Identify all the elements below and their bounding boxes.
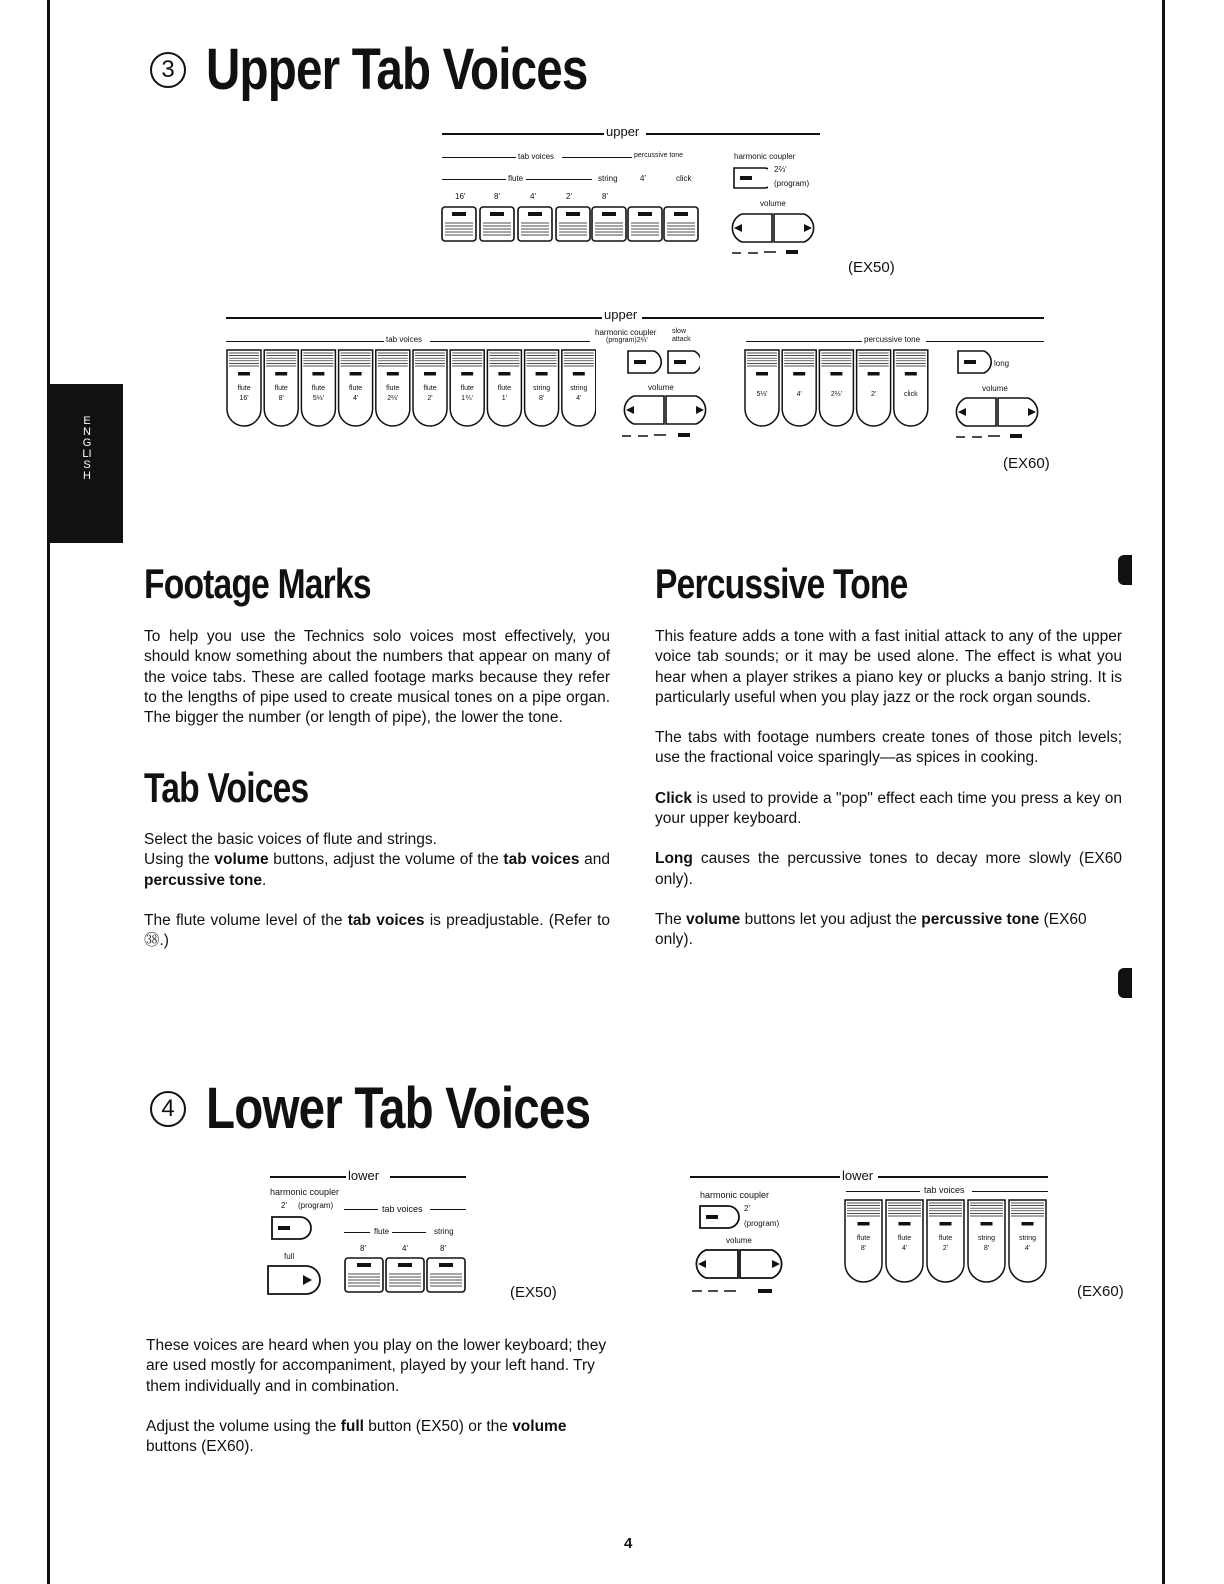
hc-value-label: 2⅔' [774, 165, 787, 174]
harmonic-coupler-label: harmonic coupler [595, 328, 657, 337]
model-caption: (EX50) [510, 1284, 557, 1301]
long-label: long [994, 359, 1010, 368]
footage-label: 8' [494, 192, 500, 201]
tab-label: flute 4' [348, 385, 363, 402]
percussive-tone-p2: The tabs with footage numbers create tones of those pitch levels; use the fractional voice sparingly—as spices in cooking. [655, 729, 1122, 767]
percussive-tab-labels [744, 348, 936, 428]
lower-tab-voices-text: These voices are heard when you play on the lower keyboard; they are used mostly for accompaniment, played by your left hand. Try them individually and in combination. Adjust the volume using the full button (EX50) or the volume buttons (EX60). [146, 1336, 612, 1477]
tab-voices-title: Tab Voices [144, 764, 309, 811]
string-label: string [598, 174, 618, 183]
tab-voices-label: tab voices [382, 1204, 423, 1214]
volume-buttons[interactable] [616, 394, 716, 444]
percussive-tone-p1: This feature adds a tone with a fast initial attack to any of the upper voice tab sounds; or it may be used alone. The effect is what you hear when a player strikes a piano key or plucks a banjo string. It is particularly useful when you play jazz or the rock organ sounds. [655, 628, 1122, 706]
harmonic-coupler-label: harmonic coupler [700, 1190, 770, 1200]
footage-label: 16' [455, 192, 466, 201]
ex60-lower-tab-labels [844, 1198, 1050, 1284]
long-button[interactable] [954, 348, 994, 378]
upper-label: upper [604, 307, 638, 322]
language-label: ENGLISH [82, 415, 92, 482]
flute-label: flute [508, 174, 524, 183]
hc-value-label: 2' [744, 1204, 750, 1213]
percussive-tone-title: Percussive Tone [655, 560, 908, 607]
volume-buttons[interactable] [724, 212, 824, 260]
lower-text-p1: These voices are heard when you play on the lower keyboard; they are used mostly for accompaniment, played by your left hand. Try them individually and in combination. [146, 1337, 607, 1395]
tab-label: 2⅔' [830, 391, 842, 398]
footage-label: 8' [602, 192, 608, 201]
tab-voices-label: tab voices [924, 1185, 965, 1195]
section-title: Lower Tab Voices [206, 1076, 591, 1141]
program-label: (program) [298, 1201, 334, 1210]
harmonic-coupler-button[interactable] [698, 1204, 740, 1232]
section-number: 3 [150, 52, 186, 88]
lower-label: lower [842, 1168, 874, 1183]
tab-label: flute 8' [274, 385, 288, 402]
tab-label: string 8' [533, 385, 551, 402]
model-caption: (EX60) [1003, 455, 1050, 472]
section-3-heading [150, 36, 671, 103]
footage-marks-text [144, 627, 610, 748]
tab-label: string 4' [570, 385, 588, 402]
program-label: (program)2⅔' [606, 337, 648, 344]
tab-label: flute 2' [938, 1235, 953, 1252]
harmonic-coupler-label: harmonic coupler [734, 152, 796, 161]
tab-label: flute 16' [237, 385, 251, 402]
flute-label: flute [374, 1227, 390, 1236]
tab-label: flute 4' [897, 1235, 912, 1252]
volume-buttons[interactable] [688, 1248, 794, 1300]
ex50-upper-tab-row [440, 205, 702, 245]
percussive-tone-label: percussive tone [864, 335, 921, 344]
tab-label: 4' [796, 391, 802, 398]
ex60-upper-tab-labels [226, 348, 596, 428]
lower-label: lower [348, 1168, 380, 1183]
footage-marks-paragraph: To help you use the Technics solo voices most effectively, you should know something about the numbers that appear on many of the voice tabs. These are called footage marks because they refer to the lengths of pipe used to create musical tones on a pipe organ. The bigger the number (or length of pipe), the lower the tone. [144, 628, 610, 727]
click-label: click [676, 174, 692, 183]
tab-voices-p1: Select the basic voices of flute and strings. [144, 831, 437, 848]
tab-voices-text: Select the basic voices of flute and strings. Using the volume buttons, adjust the volume of the tab voices and percussive tone. The flute volume level of the tab voices is preadjustable. (Refer to ㊳.) [144, 831, 611, 950]
percussive-tone-label: percussive tone [634, 152, 684, 159]
volume-label: volume [760, 199, 786, 208]
language-side-tab [50, 384, 123, 543]
edge-mark [1118, 968, 1132, 998]
page-frame-right [1162, 0, 1165, 1584]
full-label: full [284, 1252, 295, 1261]
tab-label: flute 2⅔' [386, 385, 400, 402]
tab-label: flute 8' [856, 1235, 871, 1252]
volume-label: volume [648, 383, 674, 392]
footage-label: 8' [440, 1244, 446, 1253]
program-label: (program) [744, 1219, 780, 1228]
footage-label: 2' [566, 192, 572, 201]
perc-4-label: 4' [640, 174, 646, 183]
harmonic-coupler-label: harmonic coupler [270, 1187, 340, 1197]
ex50-lower-tab-row [342, 1256, 468, 1296]
volume-label: volume [982, 384, 1008, 393]
page-frame-left [47, 0, 50, 1584]
harmonic-coupler-button[interactable] [270, 1215, 312, 1243]
program-label: (program) [774, 179, 810, 188]
harmonic-coupler-and-slow-attack-buttons[interactable] [624, 348, 700, 378]
tab-label: flute 2' [423, 385, 437, 402]
tab-label: string 4' [1018, 1235, 1037, 1252]
tab-label: click [903, 391, 918, 398]
percussive-tone-text: This feature adds a tone with a fast initial attack to any of the upper voice tab sounds; or it may be used alone. The effect is what you hear when a player strikes a piano key or plucks a banjo string. It is particularly useful when you play jazz or the rock organ sounds. The tabs with footage numbers create tones of those pitch levels; use the fractional voice sparingly—as spices in cooking. Click is used to provide a "pop" effect each time you press a key on your upper keyboard. Long causes the percussive tones to decay more slowly (EX60 only). The volume buttons let you adjust the percussive tone (EX60 only). [655, 628, 1122, 949]
tab-label: flute 1' [497, 385, 511, 402]
page-number: 4 [624, 1535, 633, 1552]
section-4-heading [150, 1075, 675, 1142]
volume-label: volume [726, 1236, 752, 1245]
footage-label: 4' [530, 192, 536, 201]
tab-voices-label: tab voices [386, 335, 423, 344]
tab-label: flute 1⅗' [460, 385, 474, 402]
edge-mark [1118, 555, 1132, 585]
footage-marks-title: Footage Marks [144, 560, 371, 607]
upper-label: upper [606, 124, 640, 139]
string-label: string [434, 1227, 454, 1236]
footage-label: 8' [360, 1244, 366, 1253]
harmonic-coupler-button[interactable] [732, 166, 768, 190]
model-caption: (EX60) [1077, 1283, 1124, 1300]
percussive-volume-buttons[interactable] [948, 396, 1048, 444]
section-number: 4 [150, 1091, 186, 1127]
footage-label: 4' [402, 1244, 408, 1253]
tab-label: flute 5⅓' [311, 385, 325, 402]
full-button[interactable] [266, 1264, 324, 1298]
model-caption: (EX50) [848, 259, 895, 276]
hc-value-label: 2' [281, 1201, 287, 1210]
tab-voices-label: tab voices [518, 152, 555, 161]
tab-label: string 8' [977, 1235, 996, 1252]
section-title: Upper Tab Voices [206, 37, 588, 102]
tab-label: 5⅓' [756, 391, 768, 398]
slow-attack-label: slow attack [672, 328, 691, 343]
tab-label: 2' [870, 391, 877, 398]
